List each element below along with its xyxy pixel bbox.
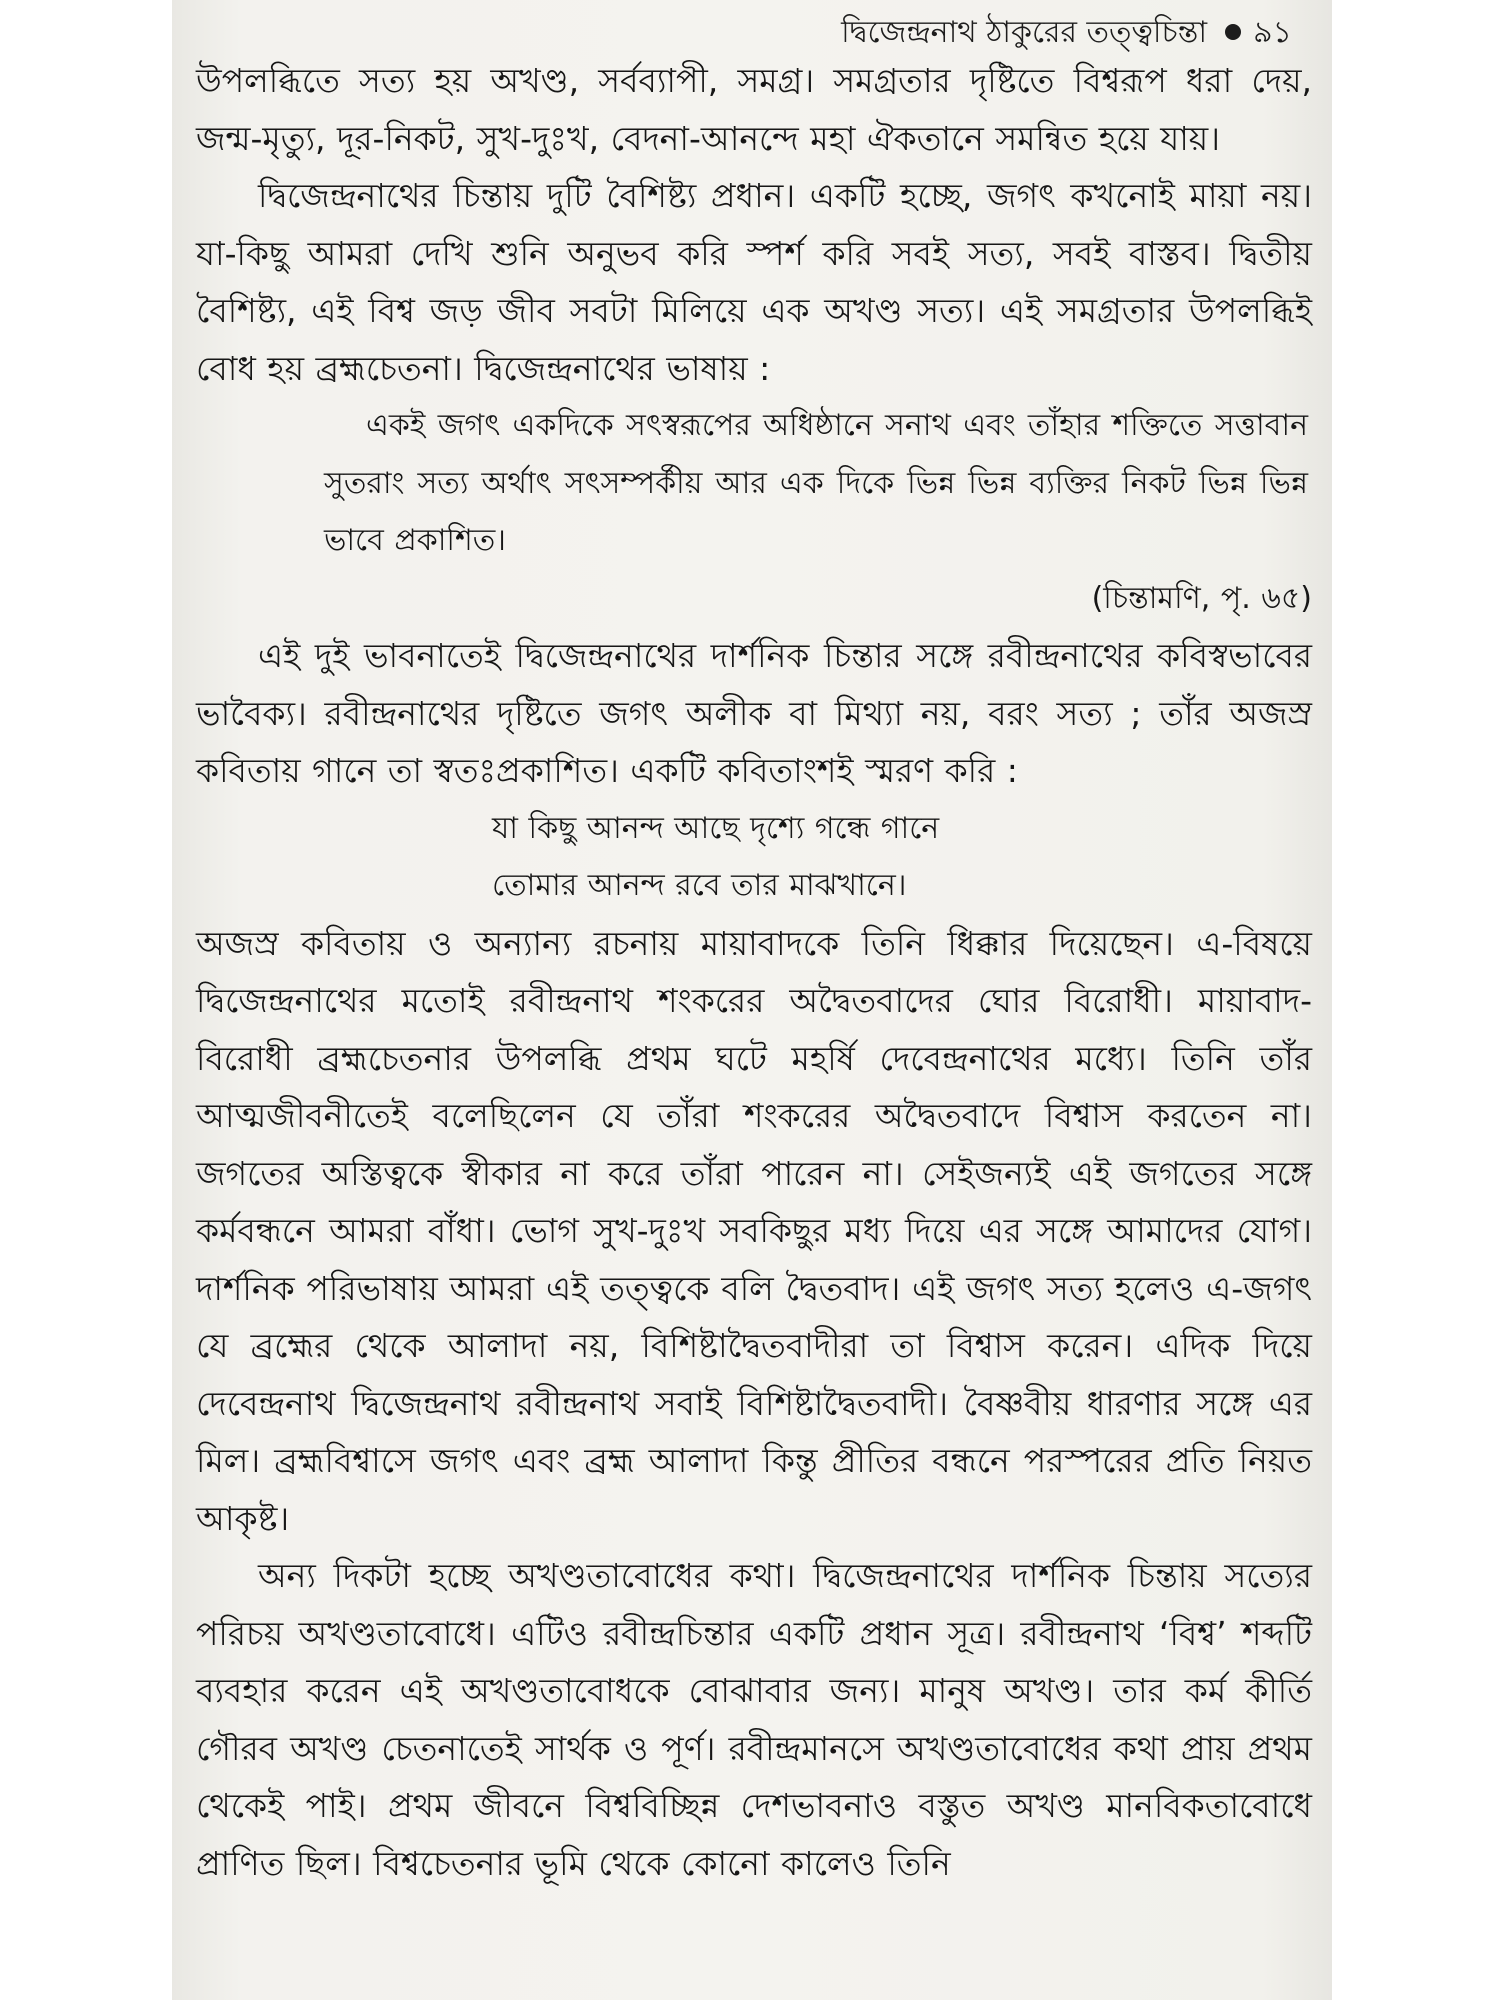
verse-line-2: তোমার আনন্দ রবে তার মাঝখানে। [492,868,907,903]
paragraph-5: অন্য দিকটা হচ্ছে অখণ্ডতাবোধের কথা। দ্বিজেন্দ্রনাথের দার্শনিক চিন্তায় সত্যের পরিচয় অখণ্ডতাবোধে। এটিও রবীন্দ্রচিন্তার একটি প্রধান সূত্র। রবীন্দ্রনাথ ‘বিশ্ব’ শব্দটি ব্যবহার করেন এই অখণ্ডতাবোধকে বোঝাবার জন্য। মানুষ অখণ্ড। তার কর্ম কীর্তি গৌরব অখণ্ড চেতনাতেই সার্থক ও পূর্ণ। রবীন্দ্রমানসে অখণ্ডতাবোধের কথা প্রায় প্রথম থেকেই পাই। প্রথম জীবনে বিশ্ববিচ্ছিন্ন দেশভাবনাও বস্তুত অখণ্ড মানবিকতাবোধে প্রাণিত ছিল। বিশ্বচেতনার ভূমি থেকে কোনো কালেও তিনি [196,1556,1312,1883]
block-quote-text: একই জগৎ একদিকে সৎস্বরূপের অধিষ্ঠানে সনাথ এবং তাঁহার শক্তিতে সত্তাবান সুতরাং সত্য অর্থাৎ সৎসম্পর্কীয় আর এক দিকে ভিন্ন ভিন্ন ব্যক্তির নিকট ভিন্ন ভিন্ন ভাবে প্রকাশিত। [324,408,1308,558]
verse-line-1: যা কিছু আনন্দ আছে দৃশ্যে গন্ধে গানে [492,810,940,846]
paragraph-4: অজস্র কবিতায় ও অন্যান্য রচনায় মায়াবাদকে তিনি ধিক্কার দিয়েছেন। এ-বিষয়ে দ্বিজেন্দ্রনাথের মতোই রবীন্দ্রনাথ শংকরের অদ্বৈতবাদের ঘোর বিরোধী। মায়াবাদ-বিরোধী ব্রহ্মচেতনার উপলব্ধি প্রথম ঘটে মহর্ষি দেবেন্দ্রনাথের মধ্যে। তিনি তাঁর আত্মজীবনীতেই বলেছিলেন যে তাঁরা শংকরের অদ্বৈতবাদে বিশ্বাস করতেন না। জগতের অস্তিত্বকে স্বীকার না করে তাঁরা পারেন না। সেইজন্যই এই জগতের সঙ্গে কর্মবন্ধনে আমরা বাঁধা। ভোগ সুখ-দুঃখ সবকিছুর মধ্য দিয়ে এর সঙ্গে আমাদের যোগ। দার্শনিক পরিভাষায় আমরা এই তত্ত্বকে বলি দ্বৈতবাদ। এই জগৎ সত্য হলেও এ-জগৎ যে ব্রহ্মের থেকে আলাদা নয়, বিশিষ্টাদ্বৈতবাদীরা তা বিশ্বাস করেন। এদিক দিয়ে দেবেন্দ্রনাথ দ্বিজেন্দ্রনাথ রবীন্দ্রনাথ সবাই বিশিষ্টাদ্বৈতবাদী। বৈষ্ণবীয় ধারণার সঙ্গে এর মিল। ব্রহ্মবিশ্বাসে জগৎ এবং ব্রহ্ম আলাদা কিন্তু প্রীতির বন্ধনে পরস্পরের প্রতি নিয়ত আকৃষ্ট। [196,923,1312,1538]
verse-quote [196,800,1312,915]
running-title: দ্বিজেন্দ্রনাথ ঠাকুরের তত্ত্বচিন্তা [841,15,1208,50]
paragraph-3: এই দুই ভাবনাতেই দ্বিজেন্দ্রনাথের দার্শনিক চিন্তার সঙ্গে রবীন্দ্রনাথের কবিস্বভাবের ভাবৈক্য। রবীন্দ্রনাথের দৃষ্টিতে জগৎ অলীক বা মিথ্যা নয়, বরং সত্য ; তাঁর অজস্র কবিতায় গানে তা স্বতঃপ্রকাশিত। একটি কবিতাংশই স্মরণ করি : [196,636,1312,790]
block-quote [196,397,1312,570]
paragraph-2: দ্বিজেন্দ্রনাথের চিন্তায় দুটি বৈশিষ্ট্য প্রধান। একটি হচ্ছে, জগৎ কখনোই মায়া নয়। যা-কিছু আমরা দেখি শুনি অনুভব করি স্পর্শ করি সবই সত্য, সবই বাস্তব। দ্বিতীয় বৈশিষ্ট্য, এই বিশ্ব জড় জীব সবটা মিলিয়ে এক অখণ্ড সত্য। এই সমগ্রতার উপলব্ধিই বোধ হয় ব্রহ্মচেতনা। দ্বিজেন্দ্রনাথের ভাষায় : [196,176,1312,388]
quote-citation: (চিন্তামণি, পৃ. ৬৫) [1091,580,1312,616]
bullet-separator-icon [1225,24,1241,40]
page-body [196,52,1312,1892]
page-number: ৯১ [1253,15,1292,50]
paragraph-1: উপলব্ধিতে সত্য হয় অখণ্ড, সর্বব্যাপী, সমগ্র। সমগ্রতার দৃষ্টিতে বিশ্বরূপ ধরা দেয়, জন্ম-মৃত্যু, দূর-নিকট, সুখ-দুঃখ, বেদনা-আনন্দে মহা ঐকতানে সমন্বিত হয়ে যায়। [196,61,1312,158]
